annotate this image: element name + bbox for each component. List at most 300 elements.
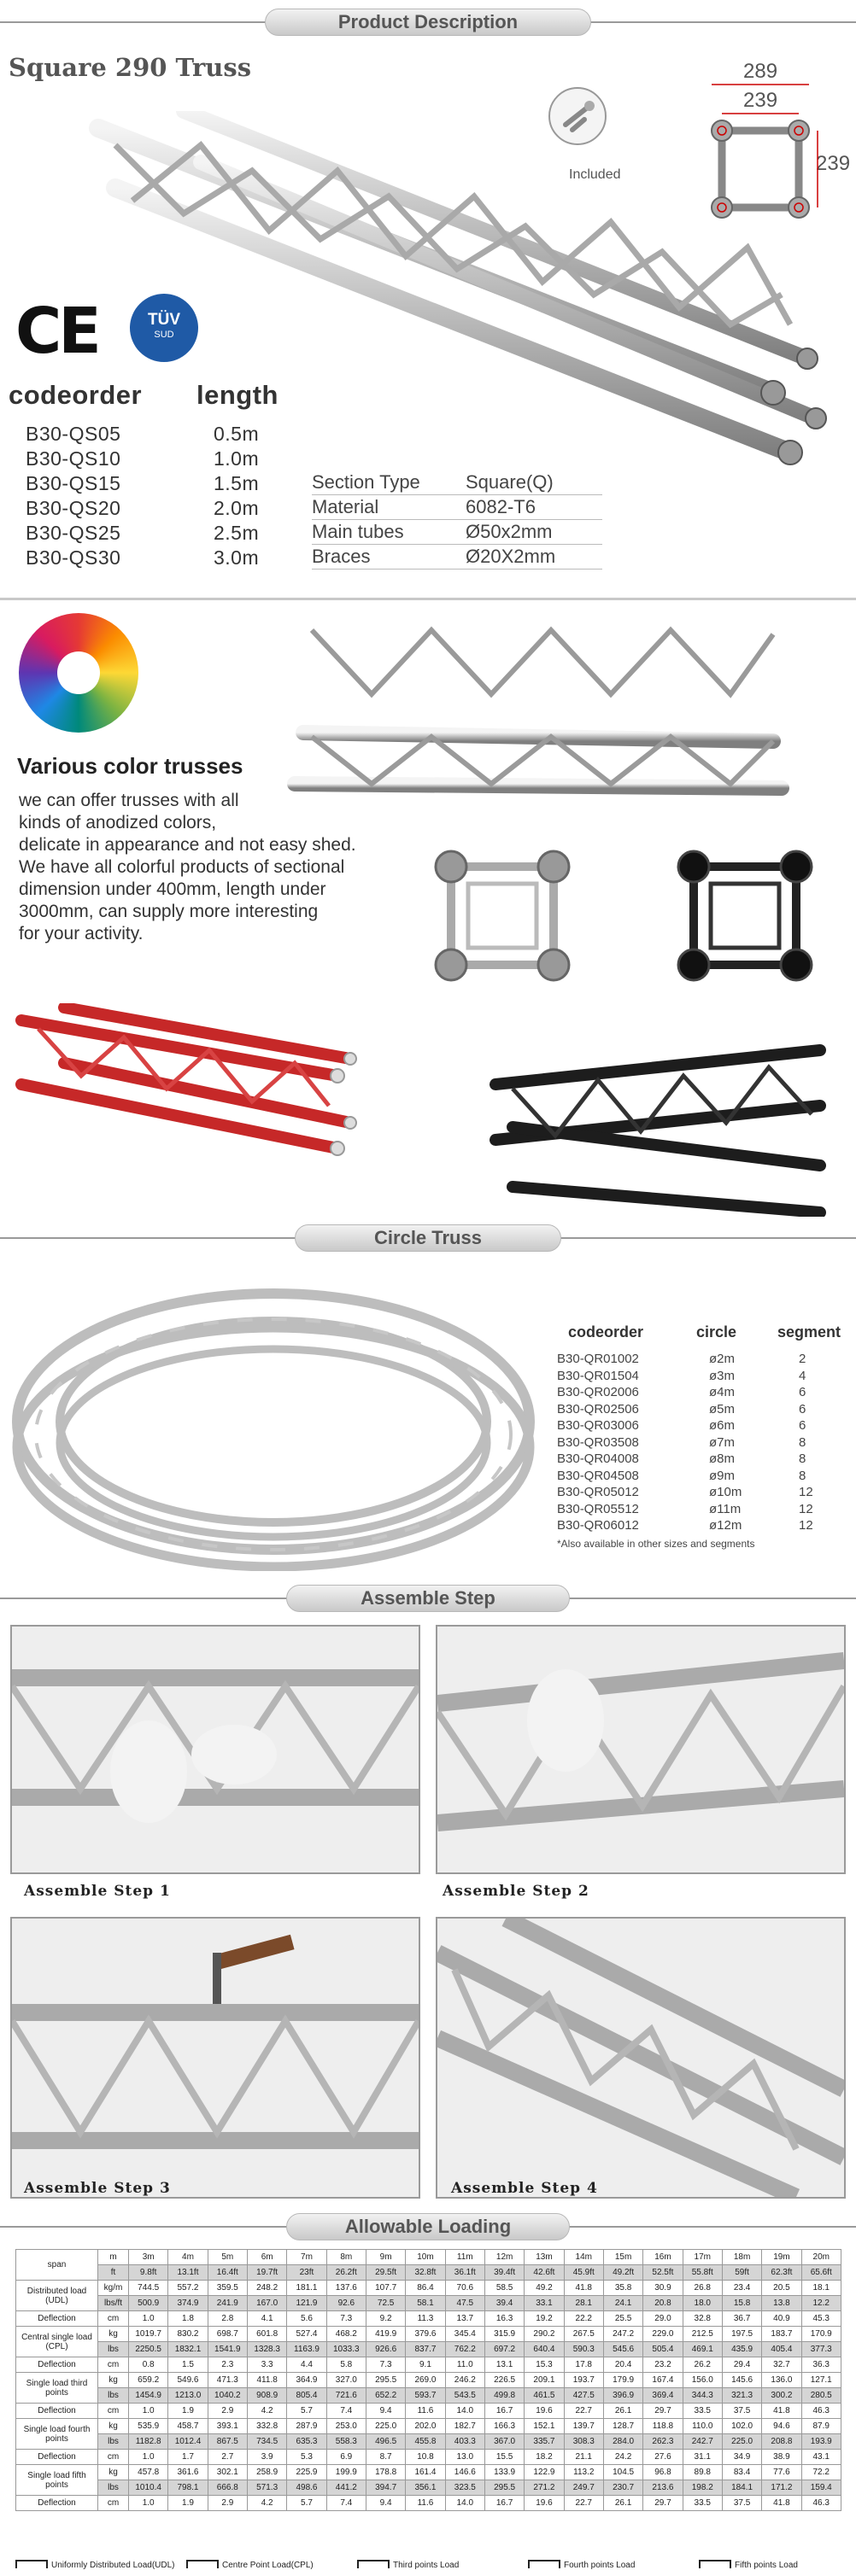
span-ft-cell: 52.5ft: [643, 2265, 683, 2281]
value-cell: 697.2: [484, 2342, 524, 2357]
row-label: Single load fifth points: [16, 2465, 98, 2496]
value-cell: 545.6: [603, 2342, 642, 2357]
span-m-cell: 10m: [406, 2250, 445, 2265]
value-cell: 830.2: [168, 2327, 208, 2342]
value-cell: 33.1: [525, 2296, 564, 2311]
value-cell: 9.2: [366, 2311, 405, 2327]
value-cell: 184.1: [722, 2480, 761, 2496]
assemble-step-3-photo: [10, 1917, 420, 2199]
value-cell: 7.3: [326, 2311, 366, 2327]
value-cell: 58.5: [484, 2281, 524, 2296]
value-cell: 2.9: [208, 2496, 247, 2511]
value-cell: 908.9: [247, 2388, 286, 2404]
spec-value: Square(Q): [466, 471, 554, 493]
value-cell: 744.5: [129, 2281, 168, 2296]
value-cell: 258.9: [247, 2465, 286, 2480]
circle-segment-header: segment: [777, 1323, 841, 1341]
value-cell: 92.6: [326, 2296, 366, 2311]
value-cell: 11.3: [406, 2311, 445, 2327]
value-cell: 364.9: [287, 2373, 326, 2388]
value-cell: 121.9: [287, 2296, 326, 2311]
value-cell: 26.2: [683, 2357, 722, 2373]
span-ft-cell: 36.1ft: [445, 2265, 484, 2281]
value-cell: 77.6: [762, 2465, 801, 2480]
unit-cell: lbs: [98, 2480, 129, 2496]
load-row: [16, 2450, 841, 2465]
spec-divider: [312, 494, 602, 495]
value-cell: 411.8: [247, 2373, 286, 2388]
value-cell: 290.2: [525, 2327, 564, 2342]
span-ft-cell: 29.5ft: [366, 2265, 405, 2281]
circle-code-header: codeorder: [568, 1323, 644, 1341]
span-ft-cell: 19.7ft: [247, 2265, 286, 2281]
value-cell: 471.3: [208, 2373, 247, 2388]
legend-item: [15, 2556, 175, 2572]
value-cell: 332.8: [247, 2419, 286, 2434]
row-label: Deflection: [16, 2450, 98, 2465]
value-cell: 361.6: [168, 2465, 208, 2480]
value-cell: 335.7: [525, 2434, 564, 2450]
span-m-cell: 16m: [643, 2250, 683, 2265]
value-cell: 30.9: [643, 2281, 683, 2296]
value-cell: 212.5: [683, 2327, 722, 2342]
span-ft-cell: 45.9ft: [564, 2265, 603, 2281]
value-cell: 345.4: [445, 2327, 484, 2342]
value-cell: 96.8: [643, 2465, 683, 2480]
value-cell: 1.9: [168, 2404, 208, 2419]
spec-divider: [312, 544, 602, 545]
value-cell: 72.5: [366, 2296, 405, 2311]
load-row: [16, 2327, 841, 2342]
load-row: [16, 2419, 841, 2434]
value-cell: 94.6: [762, 2419, 801, 2434]
loading-legend: [15, 2555, 841, 2572]
value-cell: 32.7: [762, 2357, 801, 2373]
value-cell: 89.8: [683, 2465, 722, 2480]
value-cell: 1010.4: [129, 2480, 168, 2496]
value-cell: 367.0: [484, 2434, 524, 2450]
value-cell: 14.0: [445, 2496, 484, 2511]
load-row: [16, 2357, 841, 2373]
assemble-step-4-photo: [436, 1917, 846, 2199]
value-cell: 127.1: [801, 2373, 841, 2388]
value-cell: 1832.1: [168, 2342, 208, 2357]
color-text-line: dimension under 400mm, length under: [19, 879, 326, 899]
value-cell: 83.4: [722, 2465, 761, 2480]
black-truss-image: [487, 1037, 846, 1217]
value-cell: 193.9: [801, 2434, 841, 2450]
value-cell: 1.5: [168, 2357, 208, 2373]
spec-divider: [312, 569, 602, 570]
value-cell: 4.4: [287, 2357, 326, 2373]
value-cell: 308.3: [564, 2434, 603, 2450]
value-cell: 118.8: [643, 2419, 683, 2434]
value-cell: 20.8: [643, 2296, 683, 2311]
unit-cell: m: [98, 2250, 129, 2265]
unit-cell: lbs/ft: [98, 2296, 129, 2311]
value-cell: 159.4: [801, 2480, 841, 2496]
value-cell: 20.4: [603, 2357, 642, 2373]
value-cell: 241.9: [208, 2296, 247, 2311]
value-cell: 58.1: [406, 2296, 445, 2311]
value-cell: 16.3: [484, 2311, 524, 2327]
value-cell: 18.0: [683, 2296, 722, 2311]
value-cell: 32.8: [683, 2311, 722, 2327]
value-cell: 1182.8: [129, 2434, 168, 2450]
spigot-icon: [548, 87, 607, 145]
tuv-text: TÜV: [148, 311, 180, 329]
value-cell: 458.7: [168, 2419, 208, 2434]
value-cell: 590.3: [564, 2342, 603, 2357]
value-cell: 461.5: [525, 2388, 564, 2404]
value-cell: 178.8: [366, 2465, 405, 2480]
value-cell: 167.4: [643, 2373, 683, 2388]
span-m-cell: 11m: [445, 2250, 484, 2265]
value-cell: 46.3: [801, 2404, 841, 2419]
circle-code-cell: B30-QR05512: [557, 1501, 639, 1516]
circle-circle-cell: ø12m: [709, 1518, 742, 1533]
circle-circle-cell: ø10m: [709, 1485, 742, 1499]
circle-code-cell: B30-QR01002: [557, 1352, 639, 1366]
value-cell: 435.9: [722, 2342, 761, 2357]
value-cell: 39.4: [484, 2296, 524, 2311]
span-ft-cell: 62.3ft: [762, 2265, 801, 2281]
circle-segment-cell: 6: [799, 1418, 806, 1433]
value-cell: 13.8: [762, 2296, 801, 2311]
code-cell: B30-QS15: [26, 472, 121, 494]
color-text-line: 3000mm, can supply more interesting: [19, 902, 319, 921]
row-label: Deflection: [16, 2357, 98, 2373]
value-cell: 122.9: [525, 2465, 564, 2480]
span-m-cell: 5m: [208, 2250, 247, 2265]
value-cell: 377.3: [801, 2342, 841, 2357]
value-cell: 18.2: [525, 2450, 564, 2465]
span-m-row: [16, 2250, 841, 2265]
value-cell: 29.7: [643, 2496, 683, 2511]
value-cell: 315.9: [484, 2327, 524, 2342]
value-cell: 2.8: [208, 2311, 247, 2327]
value-cell: 26.1: [603, 2496, 642, 2511]
product-title: Square 290 Truss: [9, 53, 252, 82]
load-row: [16, 2388, 841, 2404]
value-cell: 10.8: [406, 2450, 445, 2465]
circle-circle-cell: ø3m: [709, 1368, 735, 1383]
value-cell: 23.4: [722, 2281, 761, 2296]
value-cell: 183.7: [762, 2327, 801, 2342]
load-row: [16, 2404, 841, 2419]
length-cell: 1.5m: [214, 472, 260, 494]
unit-cell: kg: [98, 2419, 129, 2434]
section-header-assemble: [0, 1581, 856, 1615]
circle-code-cell: B30-QR06012: [557, 1518, 639, 1533]
value-cell: 28.1: [564, 2296, 603, 2311]
value-cell: 535.9: [129, 2419, 168, 2434]
span-ft-cell: 32.8ft: [406, 2265, 445, 2281]
spec-key: Main tubes: [312, 521, 404, 542]
section-header-circle: [0, 1221, 856, 1255]
circle-segment-cell: 12: [799, 1485, 813, 1499]
length-cell: 1.0m: [214, 447, 260, 470]
legend-item: [186, 2556, 314, 2572]
color-title: Various color trusses: [17, 753, 243, 779]
value-cell: 253.0: [326, 2419, 366, 2434]
value-cell: 226.5: [484, 2373, 524, 2388]
value-cell: 5.7: [287, 2404, 326, 2419]
value-cell: 1328.3: [247, 2342, 286, 2357]
assemble-step-3-label: Assemble Step 3: [24, 2180, 171, 2197]
color-text-line: we can offer trusses with all: [19, 791, 239, 810]
value-cell: 36.3: [801, 2357, 841, 2373]
circle-circle-cell: ø5m: [709, 1401, 735, 1417]
value-cell: 593.7: [406, 2388, 445, 2404]
span-m-cell: 6m: [247, 2250, 286, 2265]
value-cell: 557.2: [168, 2281, 208, 2296]
value-cell: 29.7: [643, 2404, 683, 2419]
value-cell: 34.9: [722, 2450, 761, 2465]
load-row: [16, 2496, 841, 2511]
row-label: Deflection: [16, 2311, 98, 2327]
value-cell: 146.6: [445, 2465, 484, 2480]
assemble-step-2-label: Assemble Step 2: [443, 1883, 589, 1900]
value-cell: 1454.9: [129, 2388, 168, 2404]
value-cell: 468.2: [326, 2327, 366, 2342]
value-cell: 369.4: [643, 2388, 683, 2404]
value-cell: 29.0: [643, 2311, 683, 2327]
value-cell: 198.2: [683, 2480, 722, 2496]
span-m-cell: 19m: [762, 2250, 801, 2265]
unit-cell: ft: [98, 2265, 129, 2281]
value-cell: 11.6: [406, 2404, 445, 2419]
value-cell: 33.5: [683, 2404, 722, 2419]
unit-cell: kg: [98, 2465, 129, 2480]
value-cell: 25.5: [603, 2311, 642, 2327]
load-diagram-icon: [528, 2560, 560, 2568]
value-cell: 374.9: [168, 2296, 208, 2311]
span-m-cell: 14m: [564, 2250, 603, 2265]
value-cell: 499.8: [484, 2388, 524, 2404]
value-cell: 24.1: [603, 2296, 642, 2311]
circle-code-cell: B30-QR04508: [557, 1468, 639, 1483]
value-cell: 5.3: [287, 2450, 326, 2465]
code-cell: B30-QS25: [26, 522, 121, 544]
dim-height: 239: [816, 152, 851, 175]
value-cell: 16.7: [484, 2404, 524, 2419]
row-label: Single load third points: [16, 2373, 98, 2404]
value-cell: 8.7: [366, 2450, 405, 2465]
value-cell: 249.7: [564, 2480, 603, 2496]
value-cell: 659.2: [129, 2373, 168, 2388]
circle-circle-cell: ø6m: [709, 1418, 735, 1433]
value-cell: 247.2: [603, 2327, 642, 2342]
unit-cell: cm: [98, 2450, 129, 2465]
length-cell: 2.0m: [214, 497, 260, 519]
assemble-step-4-label: Assemble Step 4: [451, 2180, 598, 2197]
value-cell: 136.0: [762, 2373, 801, 2388]
value-cell: 152.1: [525, 2419, 564, 2434]
value-cell: 213.6: [643, 2480, 683, 2496]
color-text-line: We have all colorful products of sectional: [19, 857, 345, 877]
value-cell: 182.7: [445, 2419, 484, 2434]
value-cell: 926.6: [366, 2342, 405, 2357]
value-cell: 280.5: [801, 2388, 841, 2404]
value-cell: 133.9: [484, 2465, 524, 2480]
span-m-cell: 12m: [484, 2250, 524, 2265]
load-row: [16, 2373, 841, 2388]
value-cell: 805.4: [287, 2388, 326, 2404]
value-cell: 295.5: [484, 2480, 524, 2496]
value-cell: 505.4: [643, 2342, 683, 2357]
span-m-cell: 13m: [525, 2250, 564, 2265]
value-cell: 248.2: [247, 2281, 286, 2296]
unit-cell: cm: [98, 2357, 129, 2373]
circle-segment-cell: 4: [799, 1368, 806, 1383]
circle-segment-cell: 2: [799, 1352, 806, 1366]
value-cell: 87.9: [801, 2419, 841, 2434]
unit-cell: cm: [98, 2496, 129, 2511]
color-text-line: for your activity.: [19, 924, 144, 943]
unit-cell: lbs: [98, 2434, 129, 2450]
value-cell: 1.7: [168, 2450, 208, 2465]
value-cell: 199.9: [326, 2465, 366, 2480]
value-cell: 23.2: [643, 2357, 683, 2373]
unit-cell: cm: [98, 2404, 129, 2419]
span-m-cell: 17m: [683, 2250, 722, 2265]
value-cell: 33.5: [683, 2496, 722, 2511]
value-cell: 698.7: [208, 2327, 247, 2342]
load-row: [16, 2311, 841, 2327]
value-cell: 498.6: [287, 2480, 326, 2496]
value-cell: 2.9: [208, 2404, 247, 2419]
value-cell: 36.7: [722, 2311, 761, 2327]
span-m-cell: 20m: [801, 2250, 841, 2265]
spec-key: Section Type: [312, 471, 420, 493]
section-title: Product Description: [265, 9, 591, 36]
code-cell: B30-QS30: [26, 546, 121, 569]
code-cell: B30-QS05: [26, 423, 121, 445]
value-cell: 837.7: [406, 2342, 445, 2357]
value-cell: 13.0: [445, 2450, 484, 2465]
length-header: length: [196, 380, 278, 410]
value-cell: 496.5: [366, 2434, 405, 2450]
value-cell: 635.3: [287, 2434, 326, 2450]
value-cell: 457.8: [129, 2465, 168, 2480]
legend-item: [699, 2556, 798, 2572]
value-cell: 427.5: [564, 2388, 603, 2404]
value-cell: 267.5: [564, 2327, 603, 2342]
value-cell: 197.5: [722, 2327, 761, 2342]
value-cell: 405.4: [762, 2342, 801, 2357]
spec-value: Ø50x2mm: [466, 521, 553, 542]
value-cell: 41.8: [762, 2404, 801, 2419]
value-cell: 734.5: [247, 2434, 286, 2450]
value-cell: 35.8: [603, 2281, 642, 2296]
legend-label: Centre Point Load(CPL): [222, 2561, 314, 2570]
value-cell: 11.6: [406, 2496, 445, 2511]
span-m-cell: 7m: [287, 2250, 326, 2265]
circle-segment-cell: 8: [799, 1434, 806, 1450]
span-ft-cell: 9.8ft: [129, 2265, 168, 2281]
value-cell: 128.7: [603, 2419, 642, 2434]
circle-code-cell: B30-QR05012: [557, 1485, 639, 1499]
divider: [0, 598, 856, 600]
value-cell: 14.0: [445, 2404, 484, 2419]
value-cell: 17.8: [564, 2357, 603, 2373]
circle-circle-cell: ø9m: [709, 1468, 735, 1483]
span-m-cell: 9m: [366, 2250, 405, 2265]
spec-key: Material: [312, 496, 379, 517]
legend-label: Fifth points Load: [735, 2561, 798, 2570]
value-cell: 3.3: [247, 2357, 286, 2373]
value-cell: 225.9: [287, 2465, 326, 2480]
included-label: Included: [569, 167, 621, 182]
value-cell: 27.6: [643, 2450, 683, 2465]
color-wheel-icon: [19, 613, 138, 733]
value-cell: 271.2: [525, 2480, 564, 2496]
value-cell: 22.7: [564, 2404, 603, 2419]
ce-mark-icon: CE: [15, 295, 98, 368]
value-cell: 1.0: [129, 2404, 168, 2419]
value-cell: 7.4: [326, 2404, 366, 2419]
value-cell: 5.8: [326, 2357, 366, 2373]
span-ft-cell: 55.8ft: [683, 2265, 722, 2281]
circle-code-cell: B30-QR01504: [557, 1368, 639, 1383]
codeorder-header: codeorder: [9, 380, 143, 410]
circle-segment-cell: 12: [799, 1501, 813, 1516]
value-cell: 2250.5: [129, 2342, 168, 2357]
value-cell: 41.8: [762, 2496, 801, 2511]
assemble-step-1-photo: [10, 1625, 420, 1874]
span-ft-cell: 39.4ft: [484, 2265, 524, 2281]
value-cell: 229.0: [643, 2327, 683, 2342]
value-cell: 170.9: [801, 2327, 841, 2342]
value-cell: 49.2: [525, 2281, 564, 2296]
load-row: [16, 2434, 841, 2450]
value-cell: 9.4: [366, 2404, 405, 2419]
span-m-cell: 18m: [722, 2250, 761, 2265]
value-cell: 37.5: [722, 2404, 761, 2419]
value-cell: 396.9: [603, 2388, 642, 2404]
section-title: Allowable Loading: [286, 2213, 570, 2240]
legend-label: Third points Load: [393, 2561, 460, 2570]
value-cell: 441.2: [326, 2480, 366, 2496]
load-row: [16, 2465, 841, 2480]
silver-cross-section-image: [417, 832, 588, 999]
value-cell: 29.4: [722, 2357, 761, 2373]
value-cell: 19.6: [525, 2404, 564, 2419]
value-cell: 500.9: [129, 2296, 168, 2311]
value-cell: 19.6: [525, 2496, 564, 2511]
unit-cell: kg/m: [98, 2281, 129, 2296]
value-cell: 1.0: [129, 2450, 168, 2465]
value-cell: 167.0: [247, 2296, 286, 2311]
value-cell: 1.9: [168, 2496, 208, 2511]
loading-table: [15, 2249, 841, 2511]
length-cell: 2.5m: [214, 522, 260, 544]
value-cell: 393.1: [208, 2419, 247, 2434]
value-cell: 721.6: [326, 2388, 366, 2404]
value-cell: 246.2: [445, 2373, 484, 2388]
legend-label: Fourth points Load: [564, 2561, 636, 2570]
circle-code-cell: B30-QR03006: [557, 1418, 639, 1433]
circle-code-cell: B30-QR04008: [557, 1452, 639, 1466]
value-cell: 652.2: [366, 2388, 405, 2404]
value-cell: 798.1: [168, 2480, 208, 2496]
color-text-line: delicate in appearance and not easy shed.: [19, 835, 356, 855]
row-label: Single load fourth points: [16, 2419, 98, 2450]
unit-cell: kg: [98, 2373, 129, 2388]
value-cell: 269.0: [406, 2373, 445, 2388]
value-cell: 379.6: [406, 2327, 445, 2342]
